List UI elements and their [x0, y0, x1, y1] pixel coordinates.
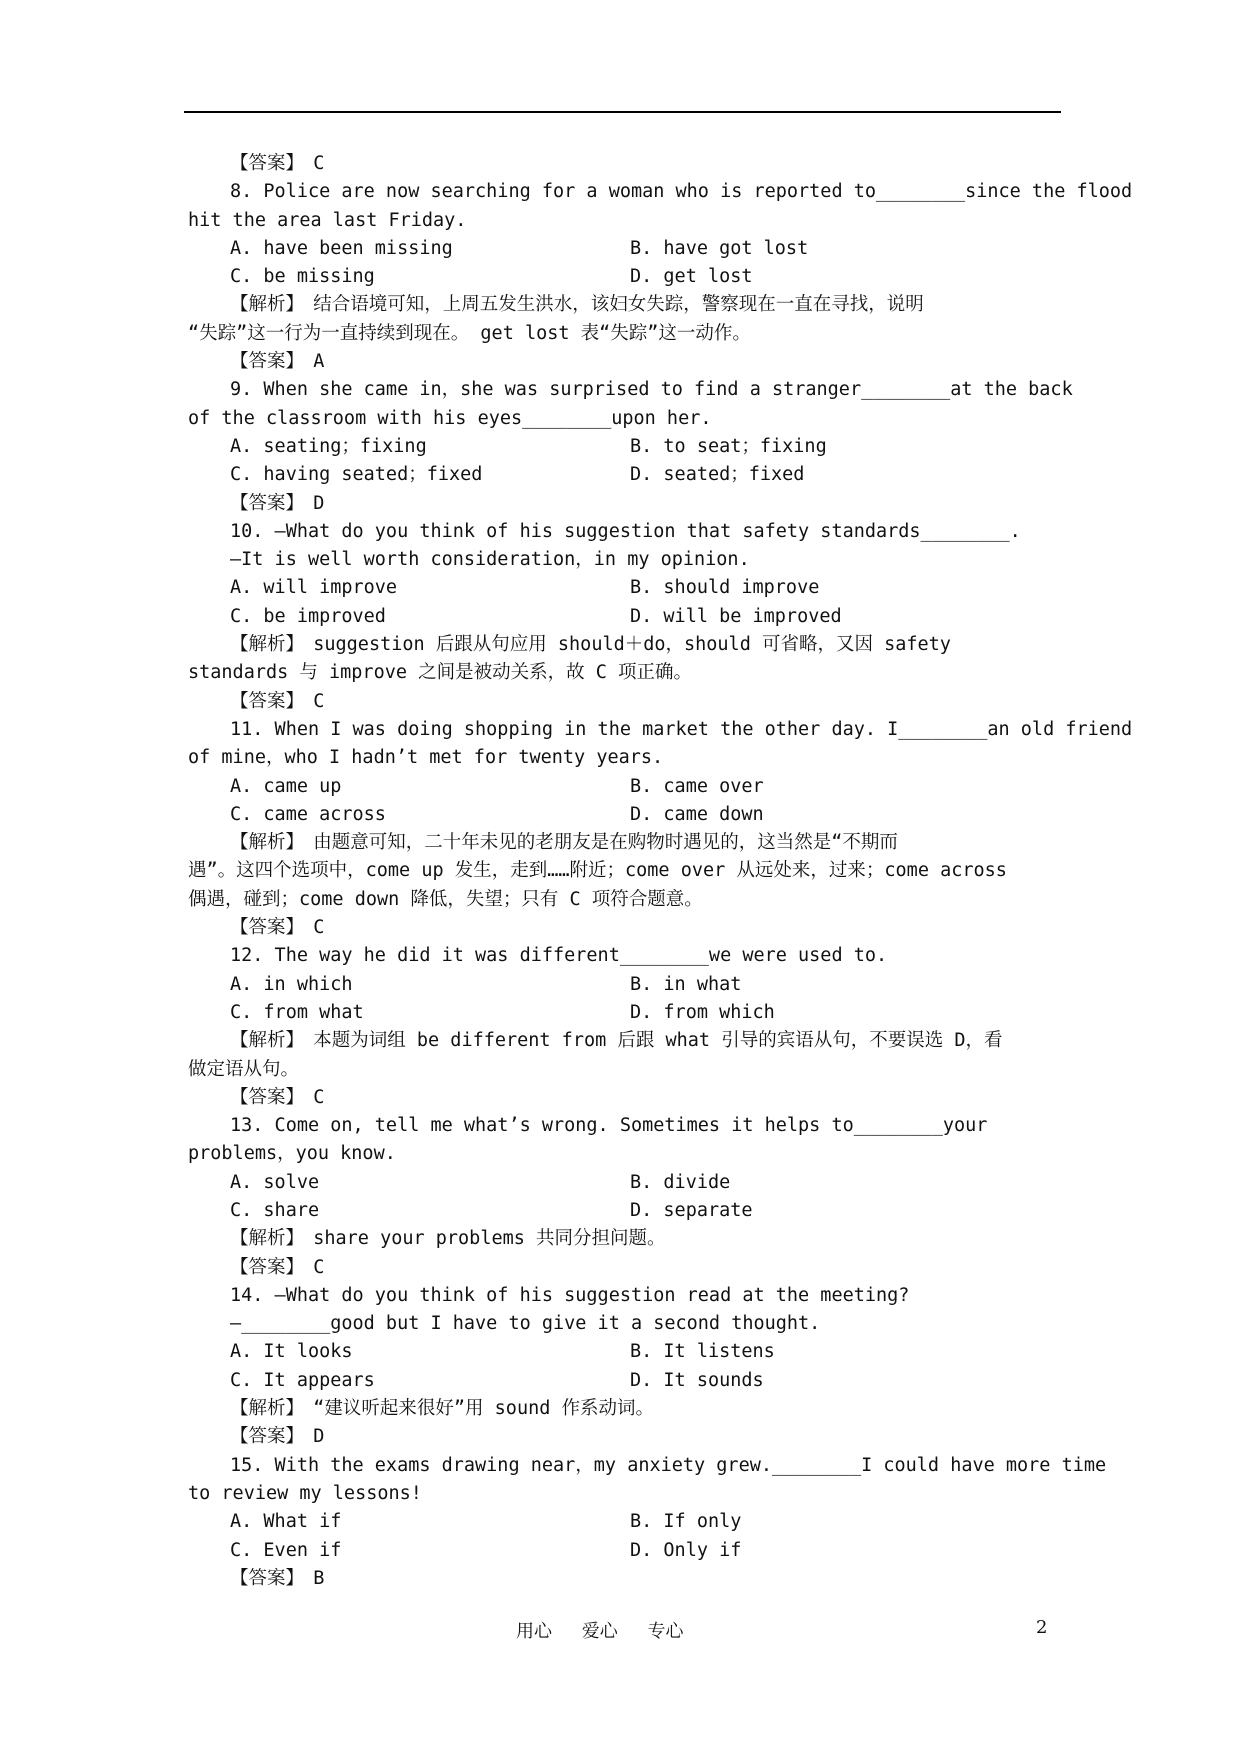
- text-line: 【答案】 C: [230, 1256, 325, 1278]
- option-left: A. It looks: [230, 1341, 353, 1363]
- option-right: B. divide: [630, 1171, 731, 1193]
- text-line: 11. When I was doing shopping in the market the other day. I________an old friend: [230, 718, 1133, 740]
- option-row: [188, 235, 1118, 263]
- option-row: [188, 1169, 1118, 1197]
- document-body: [188, 150, 1133, 1593]
- option-left: C. from what: [230, 1001, 364, 1023]
- option-right: D. will be improved: [630, 605, 842, 627]
- option-left: C. having seated；fixed: [230, 464, 483, 486]
- option-row: [188, 773, 1118, 801]
- text-line: to review my lessons!: [188, 1482, 422, 1504]
- text-line: —________good but I have to give it a second thought.: [230, 1313, 821, 1335]
- option-row: [188, 461, 1118, 489]
- option-left: C. came across: [230, 803, 386, 825]
- option-left: C. It appears: [230, 1369, 375, 1391]
- footer-item: 用心: [516, 1621, 552, 1642]
- text-line: 9. When she came in，she was surprised to find a stranger________at the back: [230, 379, 1073, 401]
- option-left: C. be improved: [230, 605, 386, 627]
- option-row: [188, 603, 1118, 631]
- text-line: 【答案】 A: [230, 351, 325, 373]
- text-line: 12. The way he did it was different________we were used to.: [230, 945, 888, 967]
- text-line: 【答案】 D: [230, 1426, 325, 1448]
- option-row: [188, 1508, 1118, 1536]
- text-line: 【解析】 由题意可知，二十年未见的老朋友是在购物时遇见的，这当然是“不期而: [230, 832, 898, 854]
- text-line: 【答案】 C: [230, 153, 325, 174]
- option-left: C. be missing: [230, 266, 375, 288]
- option-left: A. seating；fixing: [230, 435, 427, 457]
- option-right: D. seated；fixed: [630, 464, 805, 486]
- option-left: A. have been missing: [230, 237, 453, 259]
- text-line: “失踪”这一行为一直持续到现在。 get lost 表“失踪”这一动作。: [188, 322, 751, 344]
- option-left: A. came up: [230, 775, 342, 797]
- text-line: problems，you know.: [188, 1143, 396, 1165]
- text-line: 遇”。这四个选项中，come up 发生，走到……附近；come over 从远处来，过来；come across: [188, 860, 1007, 882]
- option-row: [188, 1367, 1118, 1395]
- page-number: 2: [1036, 1617, 1048, 1638]
- option-right: B. to seat；fixing: [630, 435, 827, 457]
- option-right: B. It listens: [630, 1341, 775, 1363]
- text-line: 【答案】 C: [230, 690, 325, 712]
- text-line: 8. Police are now searching for a woman who is reported to________since the flood: [230, 181, 1133, 203]
- text-line: 10. —What do you think of his suggestion that safety standards________.: [230, 520, 1021, 542]
- option-right: B. in what: [630, 973, 742, 995]
- text-line: 【解析】 结合语境可知，上周五发生洪水，该妇女失踪，警察现在一直在寻找，说明: [230, 294, 924, 316]
- text-line: of mine，who I hadn’t met for twenty years.: [188, 747, 664, 769]
- option-row: [188, 1197, 1118, 1225]
- option-row: [188, 801, 1118, 829]
- text-line: 【答案】 C: [230, 917, 325, 939]
- option-left: A. will improve: [230, 577, 398, 599]
- text-line: 【答案】 C: [230, 1086, 325, 1108]
- option-row: [188, 1537, 1118, 1565]
- text-line: 【答案】 D: [230, 492, 325, 514]
- option-right: D. from which: [630, 1001, 775, 1023]
- option-right: D. get lost: [630, 266, 753, 288]
- option-left: A. What if: [230, 1511, 342, 1533]
- option-right: B. If only: [630, 1511, 742, 1533]
- text-line: 做定语从句。: [188, 1058, 300, 1080]
- text-line: 【答案】 B: [230, 1567, 325, 1589]
- footer-motto: [516, 1617, 707, 1643]
- text-line: 14. —What do you think of his suggestion read at the meeting?: [230, 1284, 910, 1306]
- option-row: [188, 433, 1118, 461]
- option-right: B. have got lost: [630, 237, 809, 259]
- option-right: B. came over: [630, 775, 764, 797]
- option-right: D. separate: [630, 1199, 753, 1221]
- text-line: 【解析】 suggestion 后跟从句应用 should＋do，should 可省略，又因 safety: [230, 634, 951, 656]
- text-line: of the classroom with his eyes________upon her.: [188, 407, 712, 429]
- text-line: 【解析】 本题为词组 be different from 后跟 what 引导的宾语从句，不要误选 D，看: [230, 1030, 1003, 1052]
- option-left: C. Even if: [230, 1539, 342, 1561]
- option-right: B. should improve: [630, 577, 820, 599]
- option-row: [188, 1338, 1118, 1366]
- text-line: 【解析】 “建议听起来很好”用 sound 作系动词。: [230, 1398, 654, 1420]
- text-line: —It is well worth consideration，in my opinion.: [230, 549, 750, 571]
- option-row: [188, 999, 1118, 1027]
- footer-item: 专心: [647, 1621, 684, 1642]
- option-left: C. share: [230, 1199, 320, 1221]
- option-row: [188, 263, 1118, 291]
- option-left: A. in which: [230, 973, 353, 995]
- footer-item: 爱心: [581, 1621, 618, 1642]
- text-line: 偶遇，碰到；come down 降低，失望；只有 C 项符合题意。: [188, 888, 703, 910]
- option-right: D. It sounds: [630, 1369, 764, 1391]
- option-left: A. solve: [230, 1171, 320, 1193]
- option-right: D. came down: [630, 803, 764, 825]
- text-line: standards 与 improve 之间是被动关系，故 C 项正确。: [188, 662, 693, 684]
- text-line: 15. With the exams drawing near，my anxiety grew.________I could have more time: [230, 1454, 1107, 1476]
- option-row: [188, 971, 1118, 999]
- text-line: 13. Come on, tell me what’s wrong. Sometimes it helps to________your: [230, 1115, 988, 1137]
- text-line: 【解析】 share your problems 共同分担问题。: [230, 1228, 666, 1250]
- header-rule: [184, 111, 1061, 113]
- text-line: hit the area last Friday.: [188, 209, 467, 231]
- option-row: [188, 574, 1118, 602]
- option-right: D. Only if: [630, 1539, 742, 1561]
